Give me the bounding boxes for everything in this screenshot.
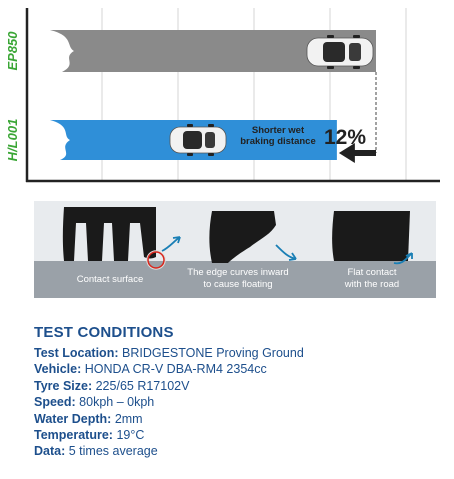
test-conditions-title: TEST CONDITIONS: [34, 324, 174, 341]
category-label-ep850: EP850: [5, 31, 20, 71]
water-arrow-icon-2: [276, 245, 296, 260]
tyre-curved-edge: [209, 211, 276, 263]
condition-row: Tyre Size: 225/65 R17102V: [34, 378, 190, 393]
tyre-grooved: [63, 207, 156, 261]
tyre-flat-contact: [332, 211, 410, 261]
condition-row: Test Location: BRIDGESTONE Proving Ground: [34, 346, 304, 360]
condition-row: Speed: 80kph – 0kph: [34, 395, 155, 410]
condition-row: Water Depth: 2mm: [34, 411, 143, 426]
annotation-value: 12%: [324, 126, 367, 149]
car-icon-ep850: [307, 35, 373, 69]
category-label-hl001: H/L001: [5, 118, 20, 162]
water-arrow-icon: [162, 237, 180, 251]
condition-row: Vehicle: HONDA CR-V DBA-RM4 2354cc: [34, 362, 267, 377]
condition-row: Data: 5 times average: [34, 444, 158, 459]
condition-row: Temperature: 19°C: [34, 428, 145, 443]
test-conditions: [34, 324, 434, 460]
annotation-line2: braking distance: [240, 136, 316, 147]
car-icon-hl001: [170, 124, 226, 156]
braking-chart: [0, 0, 454, 196]
caption-edge-curves: The edge curves inward to cause floating: [187, 267, 289, 290]
contact-illustration: [34, 201, 436, 298]
caption-contact-surface: Contact surface: [76, 274, 144, 285]
annotation-line1: Shorter wet: [251, 125, 305, 136]
caption-flat-contact: Flat contact with the road: [344, 267, 400, 290]
